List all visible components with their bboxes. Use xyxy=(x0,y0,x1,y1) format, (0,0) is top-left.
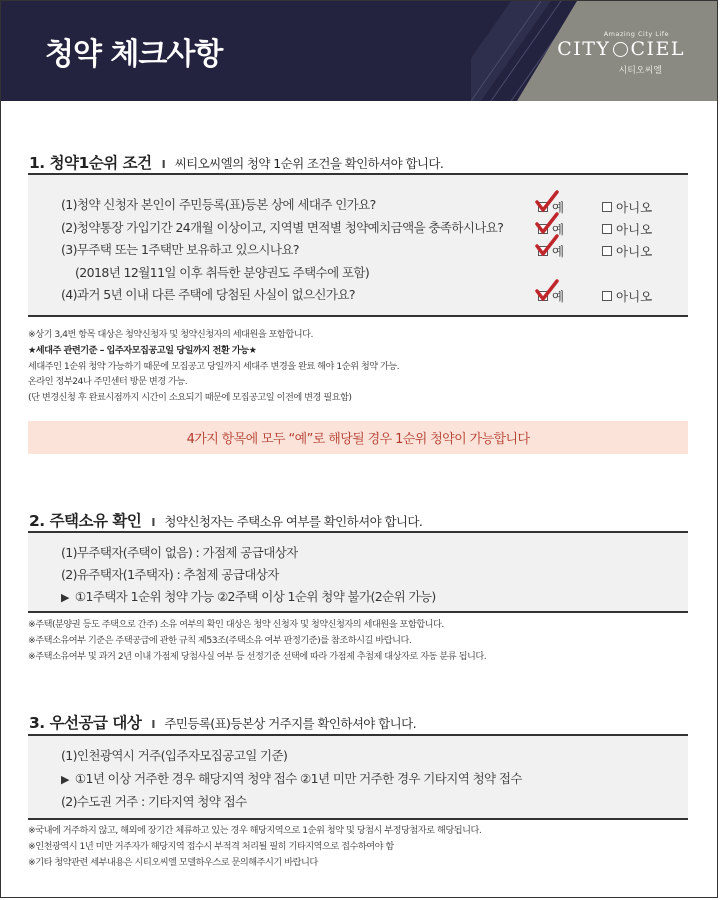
checkbox-icon xyxy=(538,246,548,256)
section1-description: 씨티오씨엘의 청약 1순위 조건을 확인하셔야 합니다. xyxy=(174,156,444,171)
note-line: ※주택소유여부 및 과거 2년 이내 가점제 당첨사실 여부 등 선정기준 선택에 따라 가점제 추첨제 대상자로 자동 분류 됩니다. xyxy=(28,650,487,662)
header-banner xyxy=(1,1,717,101)
note-line: ★세대주 관련기준 – 입주자모집공고일 당일까지 전환 가능★ xyxy=(28,344,257,356)
section2-separator: I xyxy=(151,516,156,529)
section2-row-1: (1)무주택자(주택이 없음) : 가점제 공급대상자 xyxy=(61,545,298,560)
yes-label: 예 xyxy=(552,289,565,304)
section3-description: 주민등록(표)등본상 거주지를 확인하셔야 합니다. xyxy=(164,716,416,731)
question-4: (4)과거 5년 이내 다른 주택에 당첨된 사실이 없으신가요? xyxy=(61,287,355,302)
q3-no-checkbox[interactable] xyxy=(602,242,652,260)
yes-label: 예 xyxy=(552,244,565,259)
q4-no-checkbox[interactable] xyxy=(602,287,652,305)
section3-row-2 xyxy=(61,769,522,787)
brand-korean: 시티오씨엘 xyxy=(618,66,662,76)
section3-notes xyxy=(28,823,481,870)
note-line: ※기타 청약관련 세부내용은 시티오씨엘 모델하우스로 문의해주시기 바랍니다 xyxy=(28,856,318,868)
section3-heading xyxy=(29,711,416,733)
checkbox-icon xyxy=(538,224,548,234)
brand-tagline: Amazing City Life xyxy=(603,30,669,38)
question-2: (2)청약통장 가입기간 24개월 이상이고, 지역별 면적별 청약예치금액을 충족하시나요? xyxy=(61,220,504,235)
section2-notes xyxy=(28,617,486,664)
question-3: (3)무주택 또는 1주택만 보유하고 있으시나요? xyxy=(61,242,299,257)
checkbox-icon xyxy=(602,291,612,301)
section2-row-3-text: ①1주택자 1순위 청약 가능 ②2주택 이상 1순위 청약 불가(2순위 가능) xyxy=(74,589,436,604)
brand-logo xyxy=(557,38,685,60)
note-line: ※국내에 거주하지 않고, 해외에 장기간 체류하고 있는 경우 해당지역으로 1순위 청약 및 당첨시 부정당첨자로 해당됩니다. xyxy=(28,825,482,836)
brand-logo-left: CITY xyxy=(557,38,611,60)
yes-label: 예 xyxy=(552,222,565,237)
section2-row-2: (2)유주택자(1주택자) : 추첨제 공급대상자 xyxy=(61,567,279,582)
arrow-right-icon: ▶ xyxy=(61,591,69,604)
checkbox-icon xyxy=(538,291,548,301)
question-3-note: (2018년 12월11일 이후 취득한 분양권도 주택수에 포함) xyxy=(75,265,370,280)
no-label: 아니오 xyxy=(616,289,653,304)
section1-title: 1. 청약1순위 조건 xyxy=(29,154,152,172)
q2-no-checkbox[interactable] xyxy=(602,220,652,238)
page-title: 청약 체크사항 xyxy=(45,37,223,72)
eligibility-banner: 4가지 항목에 모두 “예”로 해당될 경우 1순위 청약이 가능합니다 xyxy=(28,421,688,454)
note-line: ※주택소유여부 기준은 주택공급에 관한 규칙 제53조(주택소유 여부 판정기준)를 참조하시길 바랍니다. xyxy=(28,634,412,646)
section2-heading xyxy=(29,509,422,531)
checkmark-icon xyxy=(535,235,559,257)
checkmark-icon xyxy=(535,213,559,235)
section2-description: 청약신청자는 주택소유 여부를 확인하셔야 합니다. xyxy=(164,514,423,529)
no-label: 아니오 xyxy=(616,200,653,215)
checkbox-icon xyxy=(538,202,548,212)
section3-title: 3. 우선공급 대상 xyxy=(29,714,142,732)
note-line: ※인천광역시 1년 미만 거주자가 해당지역 접수시 부적격 처리될 필히 기타지역으로 접수하여야 함 xyxy=(28,840,394,852)
checkbox-icon xyxy=(602,224,612,234)
section1-notes xyxy=(28,327,399,406)
arrow-right-icon: ▶ xyxy=(61,773,69,786)
note-line: (단 변경신청 후 완료시점까지 시간이 소요되기 때문에 모집공고일 이전에 변경 필요함) xyxy=(28,392,352,404)
section3-row-1: (1)인천광역시 거주(입주자모집공고일 기준) xyxy=(61,748,288,763)
section1-heading xyxy=(29,151,443,173)
q3-yes-checkbox[interactable] xyxy=(538,242,564,260)
q1-no-checkbox[interactable] xyxy=(602,198,652,216)
note-line: 세대주인 1순위 청약 가능하기 때문에 모집공고 당일까지 세대주 변경을 완료 해야 1순위 청약 가능. xyxy=(28,360,400,372)
section3-row-3: (2)수도권 거주 : 기타지역 청약 접수 xyxy=(61,794,247,809)
section2-row-3 xyxy=(61,587,436,605)
logo-circle-icon xyxy=(613,42,628,57)
section2-title: 2. 주택소유 확인 xyxy=(29,512,142,530)
q4-yes-checkbox[interactable] xyxy=(538,287,564,305)
section1-separator: I xyxy=(161,158,166,171)
checkbox-icon xyxy=(602,202,612,212)
checkbox-icon xyxy=(602,246,612,256)
no-label: 아니오 xyxy=(616,222,653,237)
section3-row-2-text: ①1년 이상 거주한 경우 해당지역 청약 접수 ②1년 미만 거주한 경우 기타지역 청약 접수 xyxy=(74,771,522,786)
brand-logo-right: CIEL xyxy=(630,38,685,60)
note-line: ※상기 3,4번 항목 대상은 청약신청자 및 청약신청자의 세대원을 포함합니다. xyxy=(28,329,313,340)
note-line: ※주택(분양권 등도 주택으로 간주) 소유 여부의 확인 대상은 청약 신청자 및 청약신청자의 세대원을 포함합니다. xyxy=(28,619,444,630)
section3-separator: I xyxy=(151,718,156,731)
checkmark-icon xyxy=(535,191,559,213)
question-1: (1)청약 신청자 본인이 주민등록(표)등본 상에 세대주 인가요? xyxy=(61,197,376,212)
note-line: 온라인 정부24나 주민센터 방문 변경 가능. xyxy=(28,376,188,388)
yes-label: 예 xyxy=(552,200,565,215)
checkmark-icon xyxy=(535,280,559,302)
no-label: 아니오 xyxy=(616,244,653,259)
